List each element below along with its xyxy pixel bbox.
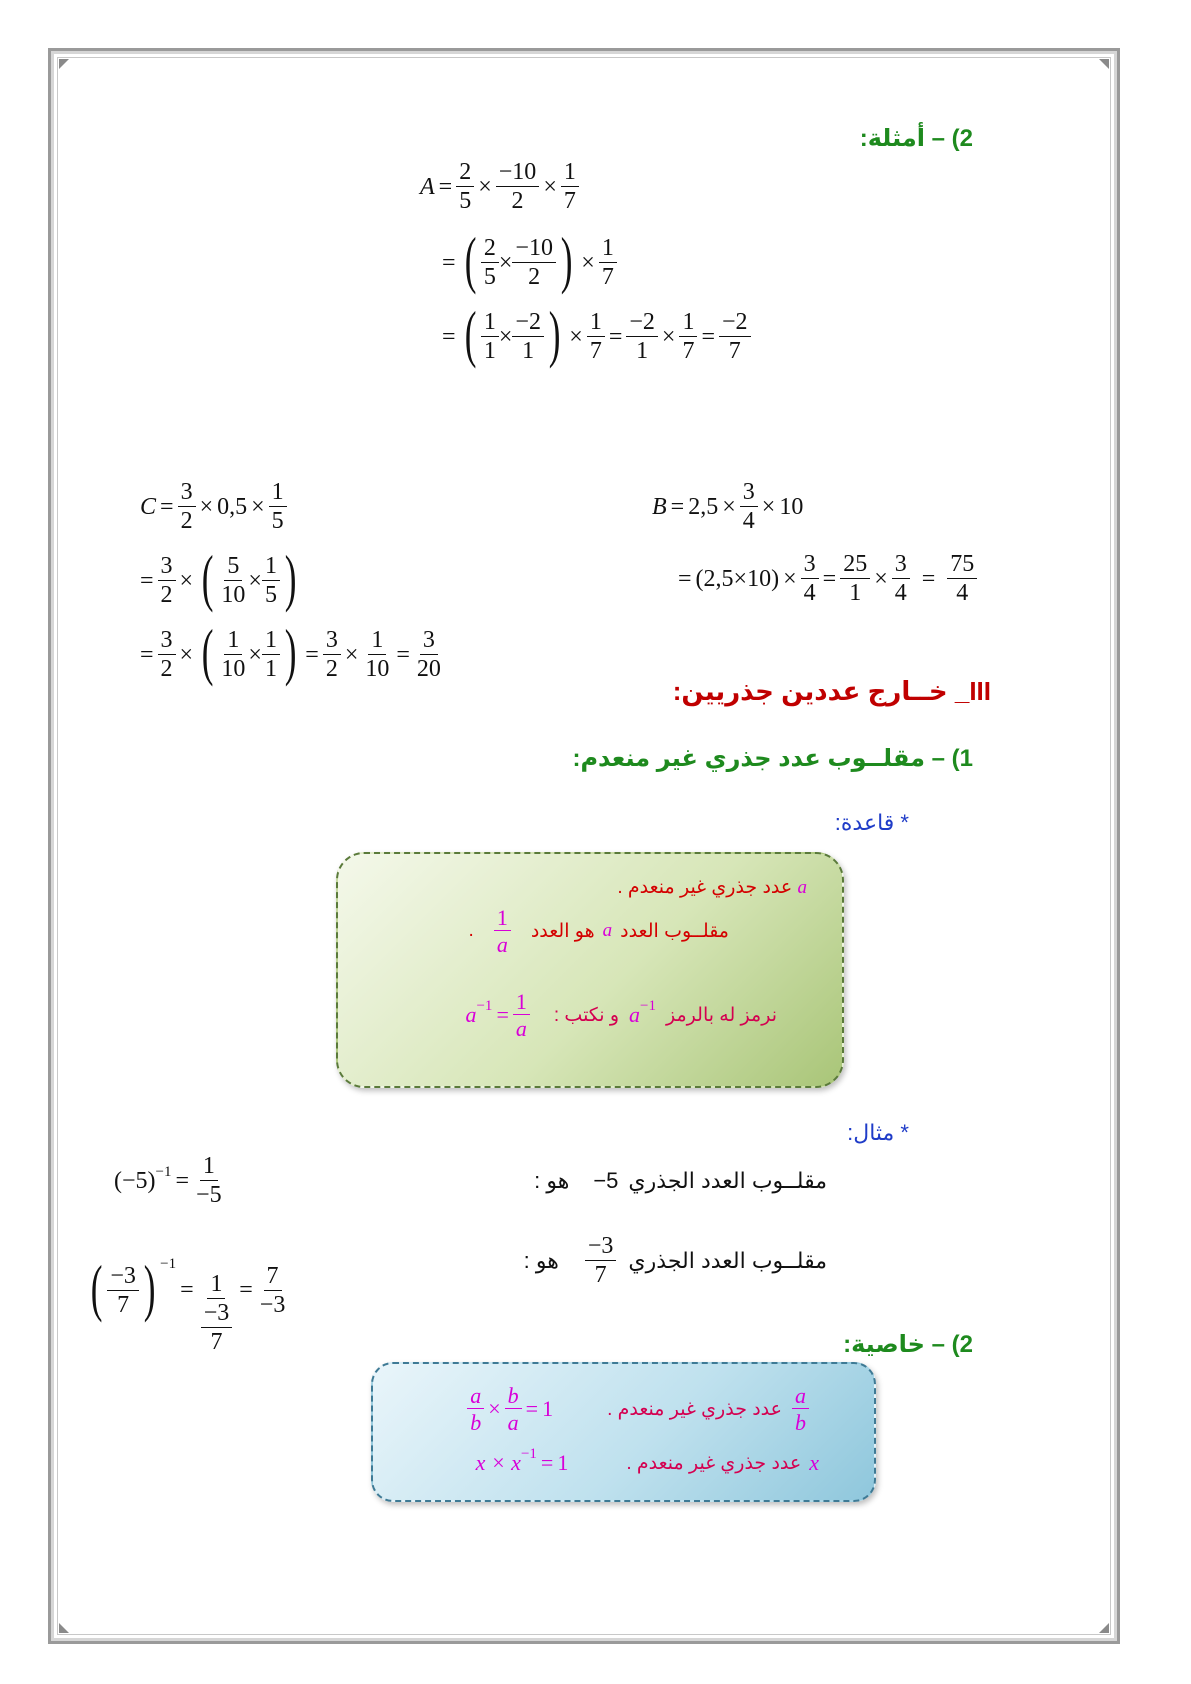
- fraction: $\frac{3}{2}$: [178, 480, 196, 534]
- fraction: $\frac{3}{4}$: [892, 552, 910, 606]
- example-b-line-2: [676, 552, 979, 606]
- math-group: (2,5×10): [695, 565, 780, 592]
- math-op: =: [701, 323, 715, 350]
- property-text: عدد جذري غير منعدم .: [626, 1452, 802, 1474]
- rule-text: و نكتب :: [553, 1004, 620, 1026]
- example-a-line-2: [440, 224, 619, 295]
- quotient-section-heading: III_ خــارج عددين جذريين:: [672, 676, 991, 706]
- math-var: a: [602, 920, 613, 942]
- fraction: $\frac{1}{-5}$: [196, 1153, 222, 1209]
- math-op: =: [442, 249, 456, 276]
- math-op: =: [239, 1277, 253, 1304]
- math-op: ×: [722, 493, 736, 520]
- math-op: =: [160, 493, 174, 520]
- example-c-line-1: [138, 480, 289, 534]
- math-identity: $x \times x^{-1}$ = 1: [475, 1446, 569, 1475]
- math-op: ×: [569, 323, 583, 350]
- math-var: B: [652, 493, 667, 520]
- fraction: $\frac{1}{\frac{-3}{7}}$: [198, 1272, 236, 1356]
- fraction: $\frac{3}{4}$: [740, 480, 758, 534]
- fraction: $\frac{-2}{1}$: [626, 310, 658, 364]
- fraction: $\frac{3}{2}$: [158, 554, 176, 608]
- fraction: $\frac{-2}{7}$: [719, 310, 751, 364]
- fraction: $\frac{1}{7}$: [587, 310, 605, 364]
- math-op: ×: [543, 173, 557, 200]
- inverse-heading: 1) – مقلــوب عدد جذري غير منعدم:: [572, 745, 973, 772]
- example-b-line-1: [650, 480, 805, 534]
- math-op: =: [396, 641, 410, 668]
- math-op: =: [438, 173, 453, 200]
- math-op: ×: [251, 493, 265, 520]
- math-var: C: [140, 493, 157, 520]
- example-c-line-2: [138, 542, 303, 613]
- fraction: $\frac{1}{7}$: [679, 310, 697, 364]
- math-op: ×: [874, 565, 888, 592]
- math-op: =: [305, 641, 319, 668]
- math-op: ×: [179, 567, 194, 594]
- corner-ornament-icon: [59, 59, 69, 69]
- fraction: $\frac{a}{b}$: [790, 1384, 811, 1434]
- math-op: =: [140, 567, 154, 594]
- fraction: $\frac{3}{2}$: [158, 628, 176, 682]
- parenthesis-group: ( $\frac{-3}{7}$ ) −1: [90, 1251, 177, 1323]
- math-var: x: [809, 1450, 819, 1475]
- fraction: $\frac{25}{1}$: [840, 552, 870, 606]
- examples-heading: 2) – أمثلة:: [859, 125, 973, 152]
- fraction: $\frac{3}{4}$: [801, 552, 819, 606]
- math-op: ×: [783, 565, 797, 592]
- rule-text: عدد جذري غير منعدم .: [617, 877, 793, 898]
- fraction: $\frac{75}{4}$: [947, 552, 977, 606]
- math-identity: $a^{-1}$ = $\frac{1}{a}$: [463, 990, 531, 1040]
- fraction: $\frac{1}{10}$: [365, 626, 390, 682]
- example-text: هو :: [523, 1248, 559, 1274]
- fraction: $\frac{3}{2}$: [323, 628, 341, 682]
- example-text: مقلــوب العدد الجذري: [628, 1168, 827, 1193]
- math-op: ×: [661, 323, 676, 350]
- fraction: $\frac{7}{-3}$: [259, 1262, 286, 1318]
- corner-ornament-icon: [1099, 59, 1109, 69]
- math-identity: $\frac{a}{b}$ × $\frac{b}{a}$ = 1: [465, 1384, 555, 1434]
- property-heading: 2) – خاصية:: [843, 1331, 973, 1358]
- math-op: =: [678, 565, 692, 592]
- math-op: =: [670, 493, 685, 520]
- fraction: $\frac{2}{5}$: [456, 160, 474, 214]
- example-row-1-text: [534, 1168, 827, 1194]
- fraction: $\frac{1}{5}$: [269, 480, 287, 534]
- math-op: =: [180, 1277, 194, 1304]
- rule-text: نرمز له بالرمز: [666, 1004, 777, 1026]
- fraction: $\frac{1}{7}$: [599, 236, 617, 290]
- property-line-2: [474, 1446, 819, 1476]
- math-op: =: [442, 323, 456, 350]
- math-op: =: [608, 323, 623, 350]
- rule-text: هو العدد: [530, 920, 595, 942]
- rule-label: * قاعدة:: [834, 810, 909, 835]
- math-op: =: [822, 565, 837, 592]
- corner-ornament-icon: [59, 1623, 69, 1633]
- math-op: =: [175, 1167, 190, 1194]
- math-op: ×: [179, 641, 194, 668]
- parenthesis-group: ( $\frac{1}{10}$ × $\frac{1}{1}$ ): [201, 616, 297, 687]
- rule-line-1: [617, 876, 807, 899]
- math-number: 0,5: [217, 493, 248, 520]
- fraction: $\frac{1}{a}$: [492, 906, 513, 956]
- math-op: ×: [344, 641, 359, 668]
- math-op: ×: [478, 173, 492, 200]
- math-op: ×: [581, 249, 595, 276]
- example-text: هو :: [534, 1168, 570, 1193]
- fraction: $\frac{3}{20}$: [416, 626, 441, 682]
- math-op: ×: [761, 493, 776, 520]
- parenthesis-group: ( $\frac{1}{1}$ × $\frac{-2}{1}$ ): [464, 298, 561, 369]
- example-c-line-3: [138, 616, 446, 687]
- fraction: $\frac{-3}{7}$: [583, 1234, 619, 1288]
- corner-ornament-icon: [1099, 1623, 1109, 1633]
- math-op: =: [921, 565, 936, 592]
- rule-line-2: [469, 906, 729, 956]
- parenthesis-group: ( $\frac{5}{10}$ × $\frac{1}{5}$ ): [201, 542, 297, 613]
- math-var: A: [420, 173, 435, 200]
- math-number: 2,5: [688, 493, 719, 520]
- fraction: $\frac{1}{7}$: [561, 160, 579, 214]
- example-a-line-1: [418, 160, 581, 214]
- fraction: $\frac{-10}{2}$: [496, 160, 540, 214]
- math-number: 10: [779, 493, 804, 520]
- example-a-line-3: [440, 298, 753, 369]
- math-var: a: [797, 877, 807, 898]
- property-line-1: [465, 1384, 811, 1434]
- math-op: ×: [199, 493, 214, 520]
- example-row-1-math: $(-5)^{-1}$ = $\frac{1}{-5}$: [112, 1154, 227, 1208]
- parenthesis-group: ( $\frac{2}{5}$ × $\frac{-10}{2}$ ): [464, 224, 573, 295]
- example-row-2-math: [84, 1226, 290, 1356]
- example-row-2-text: [524, 1234, 827, 1288]
- example-text: مقلــوب العدد الجذري: [628, 1248, 827, 1274]
- math-op: =: [140, 641, 154, 668]
- example-label: * مثال:: [847, 1120, 909, 1145]
- math-symbol: $a^{-1}$: [629, 998, 657, 1028]
- math-number: 5−: [593, 1168, 619, 1193]
- property-text: عدد جذري غير منعدم .: [607, 1398, 782, 1420]
- rule-text: .: [468, 920, 474, 942]
- rule-text: مقلــوب العدد: [620, 920, 729, 942]
- rule-line-3: [463, 990, 777, 1040]
